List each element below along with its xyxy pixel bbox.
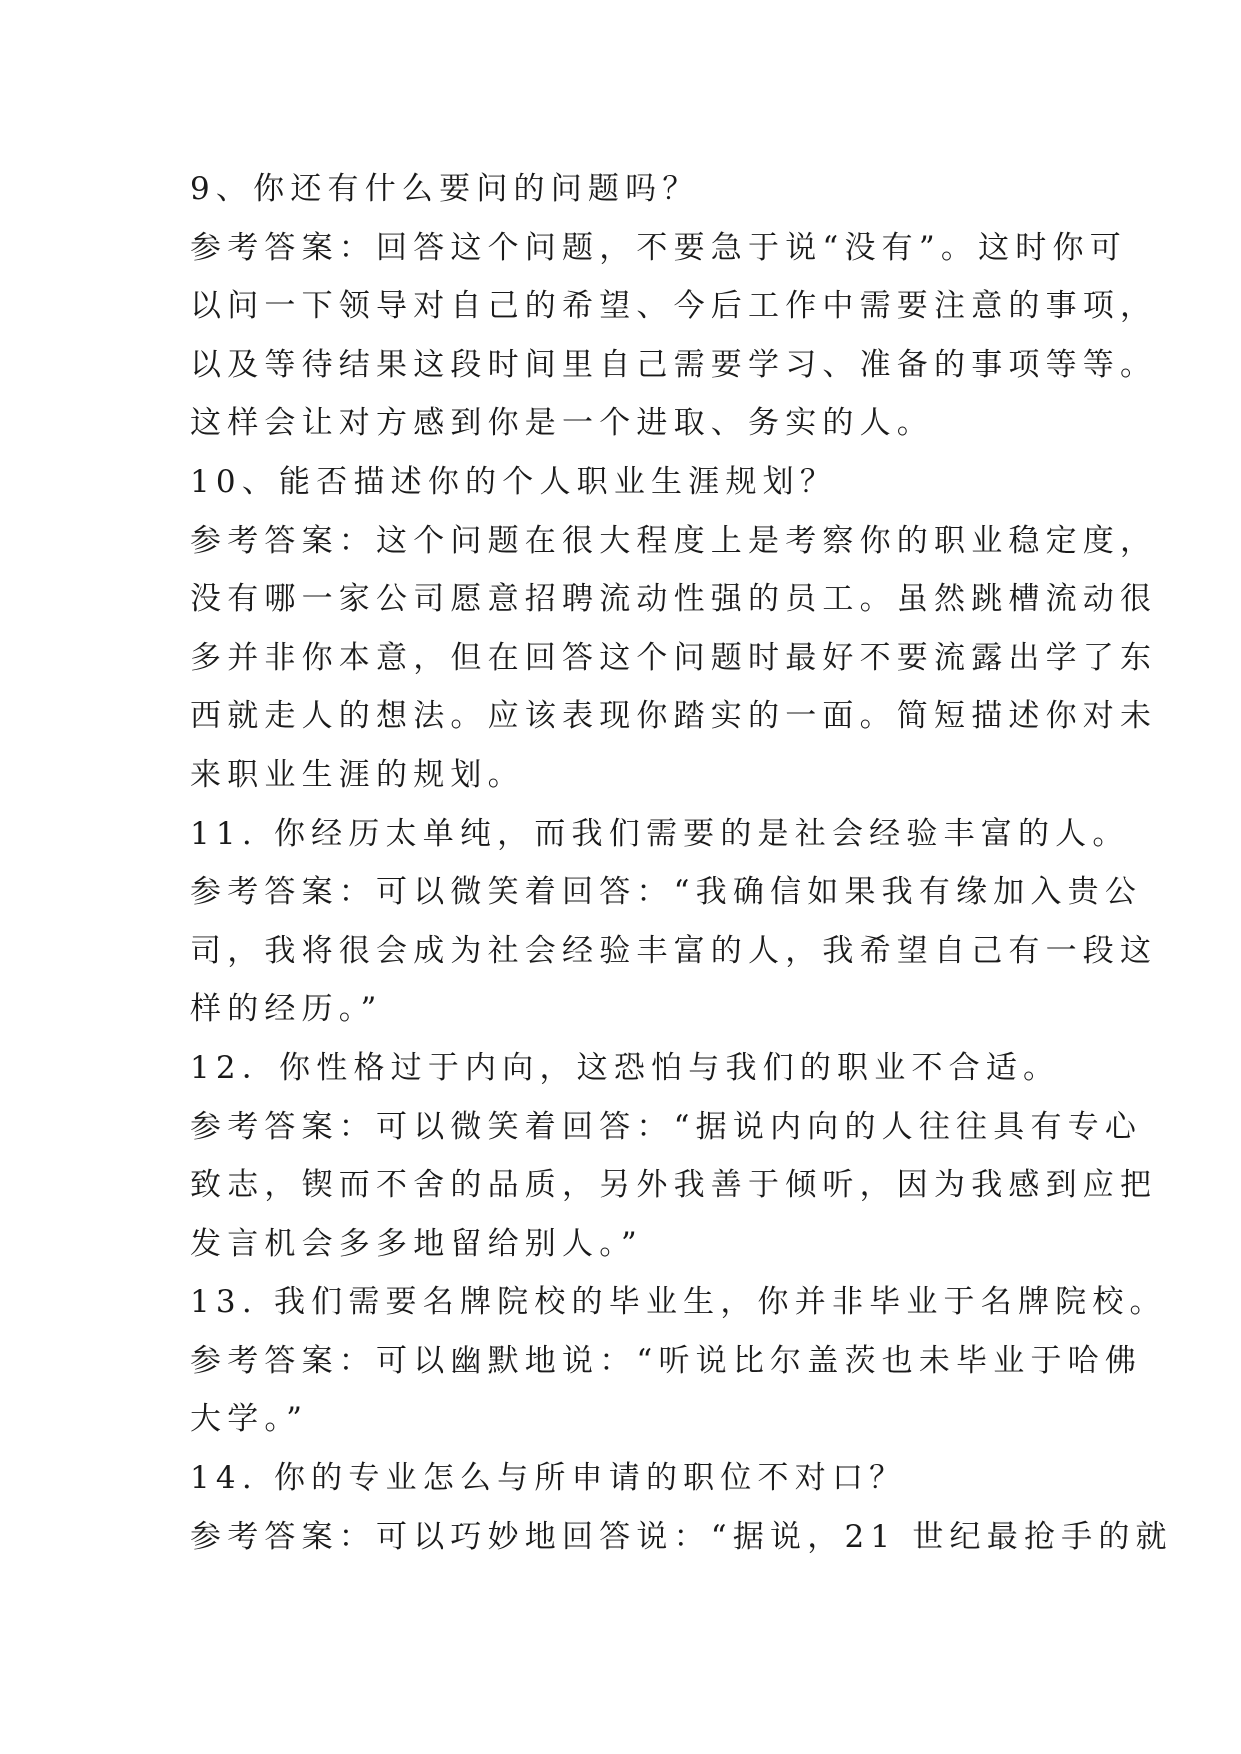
document-body [190,160,1173,1566]
answer-14-line-1: 参考答案：可以巧妙地回答说：“据说，21 世纪最抢手的就 [190,1518,1173,1555]
answer-10-line-5: 来职业生涯的规划。 [190,756,525,793]
question-13-heading: 13. 我们需要名牌院校的毕业生，你并非毕业于名牌院校。 [190,1284,1167,1321]
answer-9-line-2: 以问一下领导对自己的希望、今后工作中需要注意的事项， [190,288,1158,325]
answer-12-line-2: 致志，锲而不舍的品质，另外我善于倾听，因为我感到应把 [190,1167,1158,1204]
question-11-heading: 11. 你经历太单纯，而我们需要的是社会经验丰富的人。 [190,815,1130,852]
answer-9-line-3: 以及等待结果这段时间里自己需要学习、准备的事项等等。 [190,346,1158,383]
answer-9-line-1: 参考答案：回答这个问题，不要急于说“没有”。这时你可 [190,229,1127,266]
question-14-heading: 14. 你的专业怎么与所申请的职位不对口？ [190,1460,907,1497]
question-9-heading: 9、你还有什么要问的问题吗？ [190,171,700,207]
answer-11-line-1: 参考答案：可以微笑着回答：“我确信如果我有缘加入贵公 [190,874,1143,911]
answer-11-line-2: 司，我将很会成为社会经验丰富的人，我希望自己有一段这 [190,932,1158,969]
answer-12-line-3: 发言机会多多地留给别人。” [190,1225,643,1262]
answer-13-line-2: 大学。” [190,1401,309,1438]
answer-10-line-4: 西就走人的想法。应该表现你踏实的一面。简短描述你对未 [190,698,1158,735]
question-12-heading: 12．你性格过于内向，这恐怕与我们的职业不合适。 [190,1049,1061,1086]
answer-10-line-2: 没有哪一家公司愿意招聘流动性强的员工。虽然跳槽流动很 [190,581,1158,618]
answer-12-line-1: 参考答案：可以微笑着回答：“据说内向的人往往具有专心 [190,1108,1143,1145]
answer-9-line-4: 这样会让对方感到你是一个进取、务实的人。 [190,405,934,442]
answer-11-line-3: 样的经历。” [190,991,383,1028]
answer-13-line-1: 参考答案：可以幽默地说：“听说比尔盖茨也未毕业于哈佛 [190,1342,1143,1379]
answer-10-line-1: 参考答案：这个问题在很大程度上是考察你的职业稳定度， [190,522,1158,559]
answer-10-line-3: 多并非你本意，但在回答这个问题时最好不要流露出学了东 [190,639,1158,676]
question-10-heading: 10、能否描述你的个人职业生涯规划？ [190,463,838,500]
